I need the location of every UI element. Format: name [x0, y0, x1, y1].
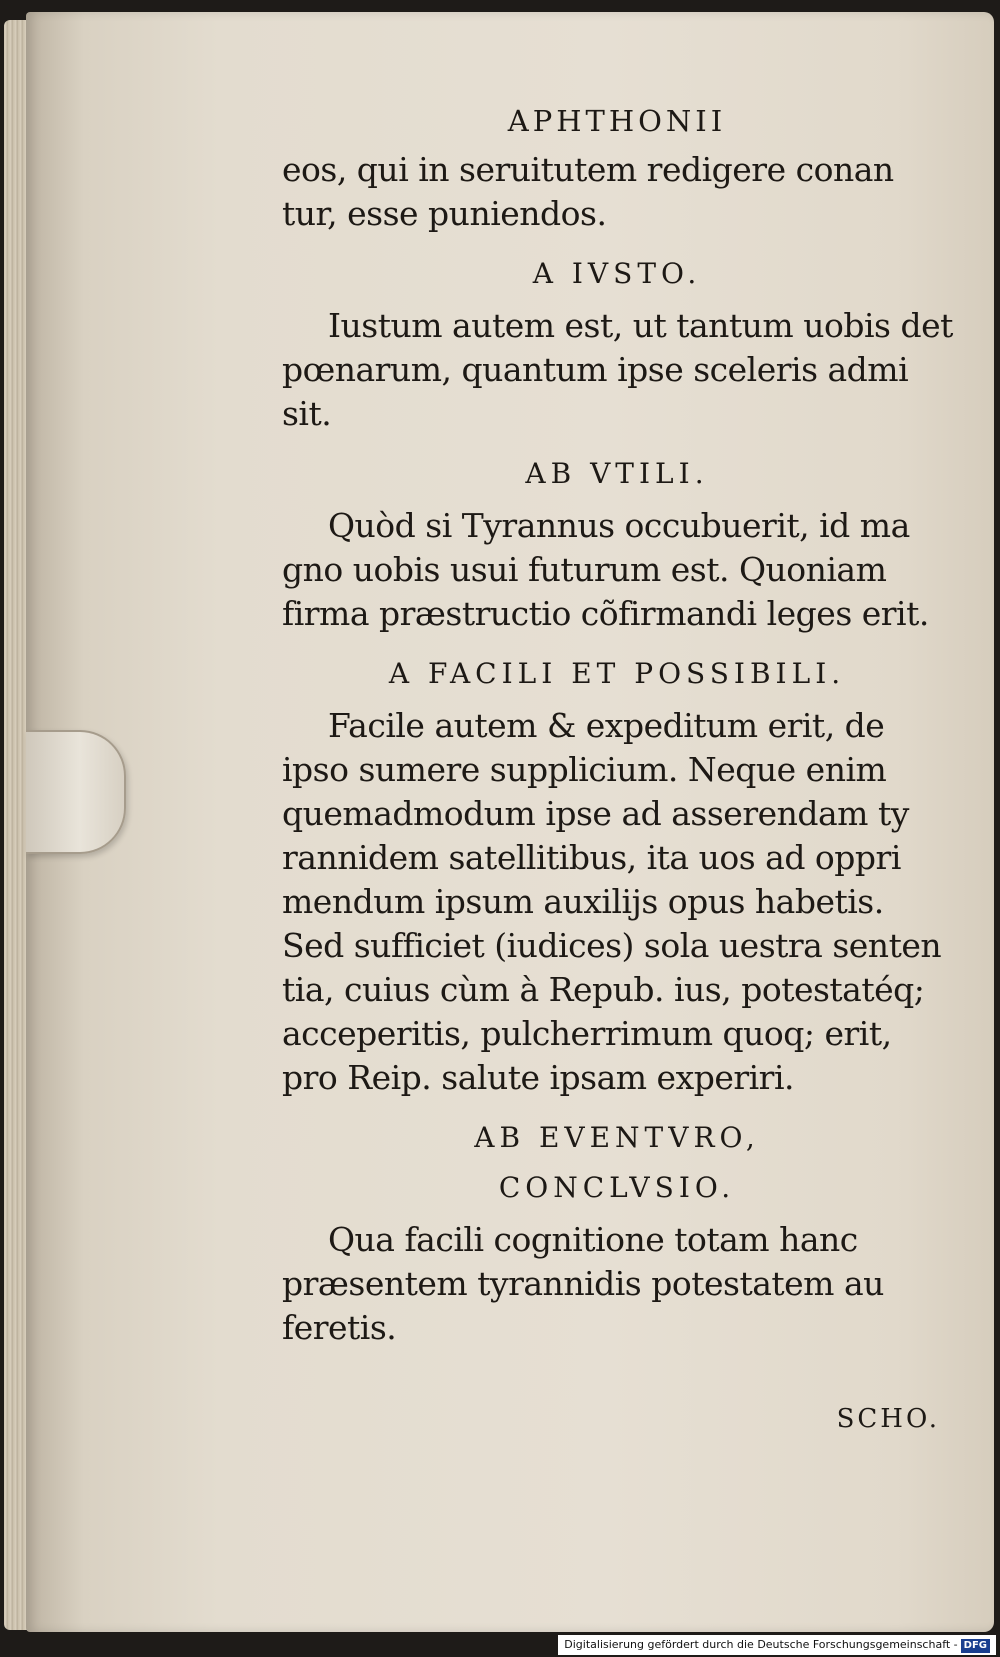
digitization-footer [558, 1635, 996, 1655]
section-heading: AB VTILI. [525, 457, 709, 490]
text-line: sit. [282, 394, 332, 433]
text-line: gno uobis usui futurum est. Quoniam [282, 550, 887, 589]
paragraph [282, 1218, 952, 1350]
footer-text: Digitalisierung gefördert durch die Deutsche Forschungsgemeinschaft - [564, 1638, 958, 1651]
text-blocks [282, 148, 952, 1368]
text-line: tia, cuius cùm à Repub. ius, potestatéq; [282, 970, 925, 1009]
paragraph [282, 304, 952, 436]
text-line: acceperitis, pulcherrimum quoq; erit, [282, 1014, 892, 1053]
paragraph [282, 504, 952, 636]
section-heading: A IVSTO. [532, 257, 702, 290]
section-heading: AB EVENTVRO, [474, 1121, 760, 1154]
text-line: feretis. [282, 1308, 397, 1347]
section-heading: CONCLVSIO. [498, 1171, 736, 1204]
section-heading: A FACILI ET POSSIBILI. [388, 657, 846, 690]
page-text [282, 100, 952, 1434]
text-line: rannidem satellitibus, ita uos ad oppri [282, 838, 901, 877]
text-line: Facile autem & expeditum erit, de [328, 706, 885, 745]
text-line: præsentem tyrannidis potestatem au [282, 1264, 884, 1303]
text-line: pœnarum, quantum ipse sceleris admi [282, 350, 909, 389]
catchword: SCHO. [836, 1404, 940, 1434]
text-line: Quòd si Tyrannus occubuerit, id ma [328, 506, 910, 545]
text-line: eos, qui in seruitutem redigere conan [282, 150, 894, 189]
running-head: APHTHONII [507, 104, 727, 138]
text-line: Iustum autem est, ut tantum uobis det [328, 306, 953, 345]
text-line: pro Reip. salute ipsam experiri. [282, 1058, 794, 1097]
text-line: ipso sumere supplicium. Neque enim [282, 750, 887, 789]
text-line: Qua facili cognitione totam hanc [328, 1220, 858, 1259]
text-line: tur, esse puniendos. [282, 194, 607, 233]
text-line: Sed sufficiet (iudices) sola uestra senten [282, 926, 942, 965]
text-line: mendum ipsum auxilijs opus habetis. [282, 882, 884, 921]
paragraph [282, 704, 952, 1100]
text-line: firma præstructio cõfirmandi leges erit. [282, 594, 929, 633]
text-line: quemadmodum ipse ad asserendam ty [282, 794, 909, 833]
dfg-logo-icon: DFG [961, 1639, 990, 1653]
paragraph [282, 148, 952, 236]
page-clip [26, 730, 126, 854]
